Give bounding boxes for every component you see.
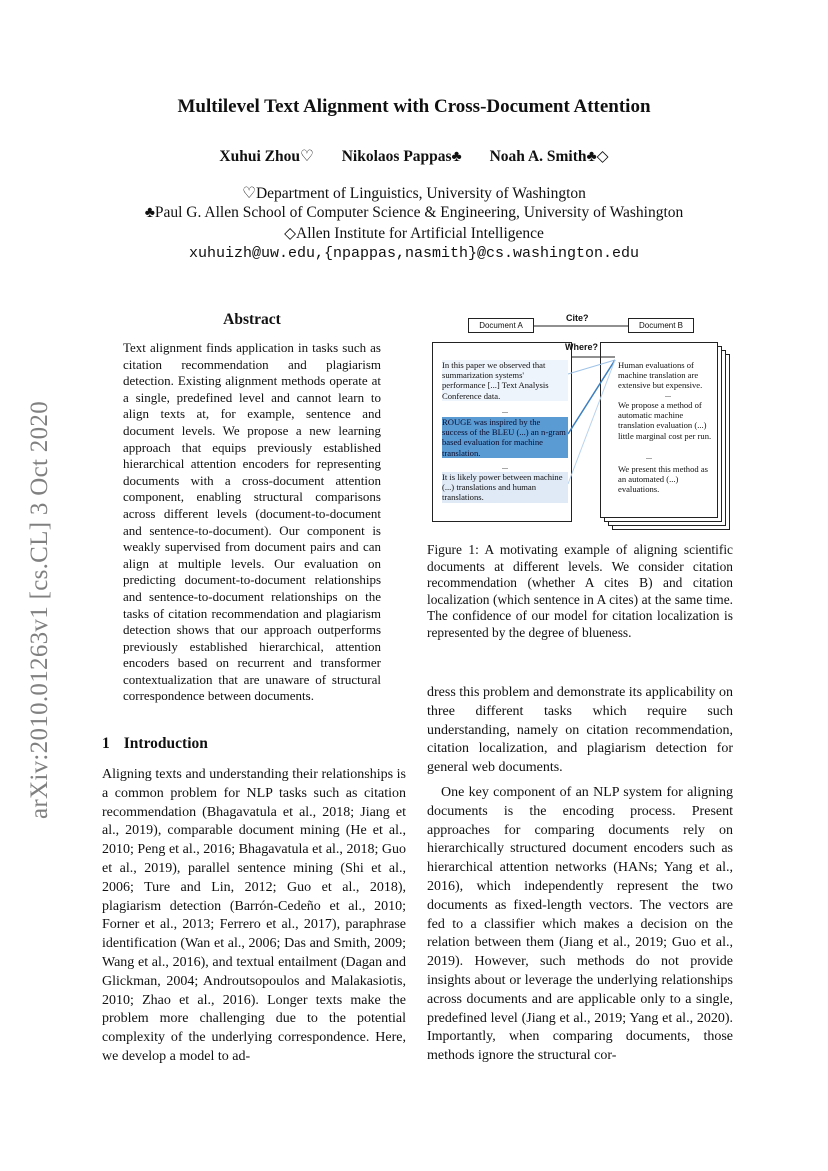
abstract-heading: Abstract <box>223 311 281 328</box>
author-list <box>0 146 828 166</box>
affiliation-1: ♡Department of Linguistics, University of Washington <box>242 185 586 202</box>
doc-a-sentence-highlighted: ROUGE was inspired by the success of the BLEU (...) an n-gram based evaluation for machine translation. <box>442 417 568 458</box>
ellipsis: ... <box>646 452 652 461</box>
figure-caption: Figure 1: A motivating example of aligning scientific documents at different levels. We consider citation recommendation (whether A cites B) and citation localization (which sentence in A cites) at the same time. The confidence of our model for citation localization is represented by the degree of blueness. <box>427 542 733 640</box>
intro-right-paragraph-1: dress this problem and demonstrate its applicability on three different tasks which require such understanding, namely on citation recommendation, citation localization, and plagiarism detection for general web documents. <box>427 685 733 776</box>
author-3: Noah A. Smith♣◇ <box>489 148 609 165</box>
author-emails: xuhuizh@uw.edu,{npappas,nasmith}@cs.washington.edu <box>188 245 640 262</box>
doc-a-sentence: It is likely power between machine (...) translations and human translations. <box>442 472 568 503</box>
author-2: Nikolaos Pappas♣ <box>341 148 462 165</box>
doc-b-sentence: We propose a method of automatic machine translation evaluation (...) little marginal cost per run. <box>618 400 712 441</box>
section-heading <box>102 735 208 753</box>
doc-b-sentence: Human evaluations of machine translation are extensive but expensive. <box>618 360 703 391</box>
doc-a-sentence: In this paper we observed that summarization systems' performance [...] Text Analysis Conference data. <box>442 360 568 401</box>
cite-label: Cite? <box>566 313 589 323</box>
where-label: Where? <box>565 342 599 352</box>
arxiv-id: arXiv:2010.01263v1 [cs.CL] 3 Oct 2020 <box>26 401 53 819</box>
ellipsis: ... <box>665 390 671 399</box>
intro-left-column: Aligning texts and understanding their relationships is a common problem for NLP tasks such as citation recommendation (Bhagavatula et al., 2018; Jiang et al., 2019), comparable document mining (He et al., 2010; Peng et al., 2016; Bhagavatula et al., 2018; Guo et al., 2019), parallel sentence mining (Shi et al., 2006; Ture and Lin, 2012; Guo et al., 2018), plagiarism detection (Barrón-Cedeño et al., 2010; Forner et al., 2013; Ferrero et al., 2017), paraphrase identification (Wan et al., 2006; Das and Smith, 2009; Wang et al., 2016), and textual entailment (Dagan and Glickman, 2004; Androutsopoulos and Malakasiotis, 2010; Zhao et al., 2016). Longer texts make the problem more challenging due to the potential complexity of the underlying correspondence. Here, we develop a model to ad- <box>102 767 406 1064</box>
document-b-label: Document B <box>628 318 694 333</box>
affiliation-3: ◇Allen Institute for Artificial Intelligence <box>284 225 544 242</box>
ellipsis: ... <box>502 406 508 415</box>
intro-right-paragraph-2: One key component of an NLP system for aligning documents is the encoding process. Present approaches for comparing documents rely on hierarchically structured document encoders such as hierarchical attention networks (HANs; Yang et al., 2016), which independently represent the two documents as fixed-length vectors. The vectors are fed to a classifier which makes a decision on the relation between them (Jiang et al., 2019; Guo et al., 2019). However, such methods do not provide insights about or leverage the underlying relationships across documents and are applicable only to a single, predefined level (Jiang et al., 2019; Yang et al., 2020). Importantly, when comparing documents, those methods ignore the structural cor- <box>427 785 733 1064</box>
figure-1 <box>430 312 730 530</box>
abstract-body: Text alignment finds application in tasks such as citation recommendation and plagiarism detection. Existing alignment methods operate at a single, predefined level and cannot learn to align texts at, for example, sentence and document levels. We propose a new learning approach that equips previously established hierarchical attention encoders for representing documents with a cross-document attention component, enabling structural comparisons across different levels (document-to-document and sentence-to-document). Our component is weakly supervised from document pairs and can align at multiple levels. Our evaluation on predicting document-to-document relationships and sentence-to-document relationships on the tasks of citation recommendation and plagiarism detection shows that our approach outperforms previously established hierarchical, attention encoders based on recurrent and transformer contextualization that are unaware of structural correspondence between documents. <box>123 340 381 704</box>
affiliation-2: ♣Paul G. Allen School of Computer Science & Engineering, University of Washington <box>144 204 684 221</box>
section-title: Introduction <box>123 735 208 752</box>
doc-b-sentence: We present this method as an automated (...) evaluations. <box>618 464 708 495</box>
section-number: 1 <box>102 735 110 752</box>
arxiv-stamp <box>18 375 62 845</box>
author-1: Xuhui Zhou♡ <box>219 148 314 165</box>
paper-title: Multilevel Text Alignment with Cross-Document Attention <box>177 96 651 117</box>
document-a-label: Document A <box>468 318 534 333</box>
ellipsis: ... <box>502 462 508 471</box>
